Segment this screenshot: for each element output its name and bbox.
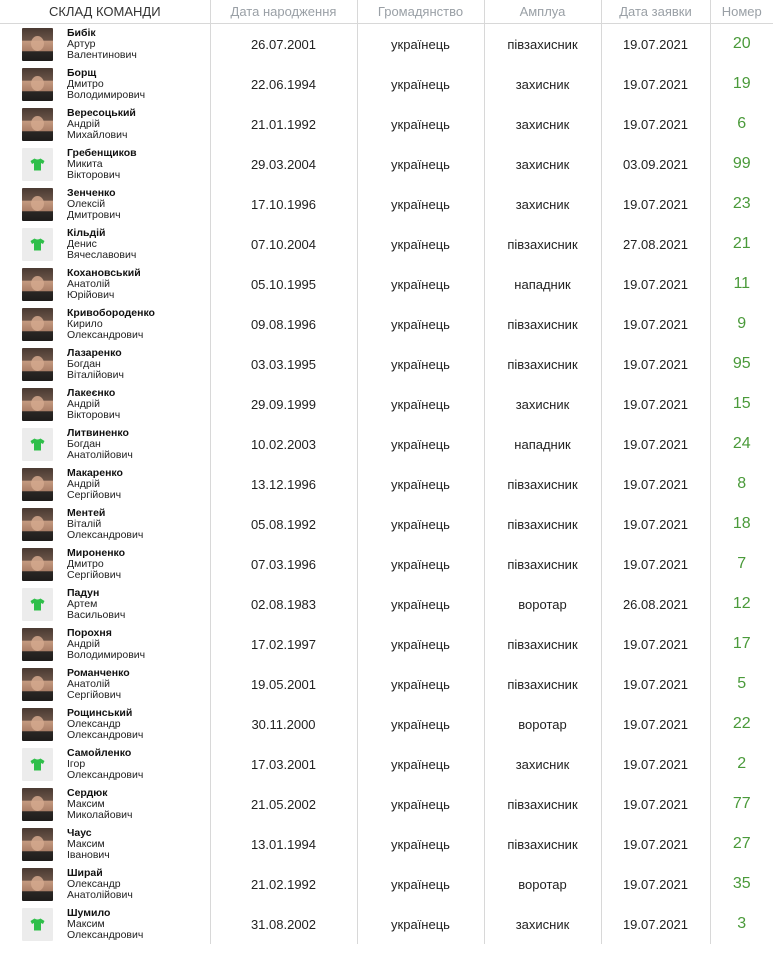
role-cell: воротар [484,704,601,744]
shirt-icon[interactable] [22,588,53,621]
birth-date-cell: 02.08.1983 [210,584,357,624]
role-cell: півзахисник [484,464,601,504]
player-cell [0,904,210,944]
birth-date-cell: 07.10.2004 [210,224,357,264]
player-photo[interactable] [22,308,53,341]
application-date-cell: 19.07.2021 [601,104,710,144]
player-photo[interactable] [22,628,53,661]
application-date-cell: 19.07.2021 [601,424,710,464]
player-patronymic: Олександрович [67,768,144,781]
citizenship-cell: українець [357,304,484,344]
player-patronymic: Вікторович [67,408,121,421]
player-first-name: Кирило [67,317,103,330]
player-cell [0,504,210,544]
player-first-name: Віталій [67,517,102,530]
player-cell [0,864,210,904]
player-cell [0,304,210,344]
player-surname[interactable]: Зенченко [67,186,116,199]
player-photo[interactable] [22,548,53,581]
player-cell [0,784,210,824]
player-cell [0,544,210,584]
player-surname[interactable]: Ментей [67,506,106,519]
citizenship-cell: українець [357,264,484,304]
birth-date-cell: 29.09.1999 [210,384,357,424]
citizenship-cell: українець [357,184,484,224]
citizenship-cell: українець [357,664,484,704]
player-cell [0,264,210,304]
application-date-cell: 19.07.2021 [601,784,710,824]
citizenship-cell: українець [357,584,484,624]
birth-date-cell: 05.10.1995 [210,264,357,304]
player-cell [0,384,210,424]
application-date-cell: 27.08.2021 [601,224,710,264]
citizenship-cell: українець [357,24,484,65]
shirt-number-cell: 27 [732,835,751,852]
role-cell: півзахисник [484,504,601,544]
application-date-cell: 19.07.2021 [601,64,710,104]
citizenship-cell: українець [357,224,484,264]
player-surname[interactable]: Кривобороденко [67,306,155,319]
player-cell [0,344,210,384]
player-first-name: Денис [67,237,97,250]
player-surname[interactable]: Кохановський [67,266,141,279]
player-photo[interactable] [22,388,53,421]
role-cell: півзахисник [484,304,601,344]
role-cell: захисник [484,144,601,184]
player-photo[interactable] [22,868,53,901]
shirt-number-cell: 24 [732,435,751,452]
citizenship-cell: українець [357,464,484,504]
table-row[interactable] [0,584,773,624]
birth-date-cell: 31.08.2002 [210,904,357,944]
shirt-number-cell: 7 [737,555,747,572]
birth-date-cell: 21.02.1992 [210,864,357,904]
player-first-name: Дмитро [67,77,104,90]
shirt-number-cell: 11 [733,275,751,292]
player-first-name: Анатолій [67,677,111,690]
role-cell: захисник [484,744,601,784]
table-body [0,24,773,945]
table-row[interactable] [0,24,773,65]
citizenship-cell: українець [357,624,484,664]
role-cell: захисник [484,64,601,104]
birth-date-cell: 30.11.2000 [210,704,357,744]
application-date-cell: 19.07.2021 [601,744,710,784]
player-surname[interactable]: Шумило [67,906,111,919]
citizenship-cell: українець [357,904,484,944]
application-date-cell: 26.08.2021 [601,584,710,624]
role-cell: півзахисник [484,344,601,384]
shirt-number-cell: 21 [732,235,751,252]
player-photo[interactable] [22,828,53,861]
table-row[interactable] [0,704,773,744]
birth-date-cell: 21.05.2002 [210,784,357,824]
shirt-icon[interactable] [22,748,53,781]
player-patronymic: Сергійович [67,568,122,581]
player-first-name: Дмитро [67,557,104,570]
application-date-cell: 03.09.2021 [601,144,710,184]
citizenship-cell: українець [357,544,484,584]
player-patronymic: Олександрович [67,328,144,341]
application-date-cell: 19.07.2021 [601,704,710,744]
player-patronymic: Анатолійович [67,448,133,461]
player-first-name: Богдан [67,357,101,370]
role-cell: воротар [484,584,601,624]
shirt-number-cell: 3 [737,915,747,932]
player-patronymic: Володимирович [67,648,146,661]
player-first-name: Анатолій [67,277,111,290]
table-row[interactable] [0,544,773,584]
role-cell: захисник [484,904,601,944]
player-cell [0,624,210,664]
player-first-name: Артем [67,597,98,610]
shirt-number-cell: 8 [737,475,747,492]
role-cell: захисник [484,384,601,424]
citizenship-cell: українець [357,64,484,104]
player-first-name: Максим [67,917,105,930]
player-first-name: Богдан [67,437,101,450]
table-row[interactable] [0,784,773,824]
table-row[interactable] [0,664,773,704]
player-surname[interactable]: Ширай [67,866,103,879]
shirt-number-cell: 23 [732,195,751,212]
table-row[interactable] [0,904,773,944]
player-first-name: Микита [67,157,103,170]
role-cell: захисник [484,184,601,224]
application-date-cell: 19.07.2021 [601,904,710,944]
player-surname[interactable]: Лакеєнко [67,386,116,399]
player-surname[interactable]: Макаренко [67,466,123,479]
player-surname[interactable]: Сердюк [67,786,108,799]
shirt-number-cell: 22 [732,715,751,732]
player-surname[interactable]: Вересоцький [67,106,136,119]
table-row[interactable] [0,864,773,904]
header-citizenship[interactable]: Громадянство [357,0,484,24]
player-first-name: Максим [67,797,105,810]
player-patronymic: Анатолійович [67,888,133,901]
player-photo[interactable] [22,188,53,221]
header-number[interactable]: Номер [710,0,773,24]
birth-date-cell: 10.02.2003 [210,424,357,464]
player-first-name: Андрій [67,397,100,410]
birth-date-cell: 17.10.1996 [210,184,357,224]
shirt-icon[interactable] [22,228,53,261]
shirt-number-cell: 95 [732,355,751,372]
table-header [0,0,773,24]
player-first-name: Олександр [67,877,121,890]
player-surname[interactable]: Бибік [67,26,96,39]
player-photo[interactable] [22,508,53,541]
table-row[interactable] [0,464,773,504]
player-cell [0,584,210,624]
table-row[interactable] [0,824,773,864]
shirt-number-cell: 9 [737,315,747,332]
shirt-number-cell: 18 [732,515,751,532]
birth-date-cell: 21.01.1992 [210,104,357,144]
player-photo[interactable] [22,788,53,821]
role-cell: півзахисник [484,224,601,264]
player-cell [0,744,210,784]
birth-date-cell: 17.03.2001 [210,744,357,784]
shirt-number-cell: 12 [732,595,751,612]
role-cell: воротар [484,864,601,904]
player-patronymic: Михайлович [67,128,128,141]
player-cell [0,424,210,464]
player-patronymic: Сергійович [67,488,122,501]
player-surname[interactable]: Чаус [67,826,92,839]
player-photo[interactable] [22,668,53,701]
role-cell: півзахисник [484,544,601,584]
shirt-icon[interactable] [22,148,53,181]
player-first-name: Андрій [67,477,100,490]
player-cell [0,144,210,184]
citizenship-cell: українець [357,824,484,864]
player-surname[interactable]: Самойленко [67,746,132,759]
table-row[interactable] [0,264,773,304]
player-first-name: Максим [67,837,105,850]
player-first-name: Андрій [67,117,100,130]
shirt-icon[interactable] [22,908,53,941]
player-patronymic: Валентинович [67,48,137,61]
citizenship-cell: українець [357,424,484,464]
player-patronymic: Дмитрович [67,208,121,221]
player-photo[interactable] [22,348,53,381]
player-patronymic: Юрійович [67,288,115,301]
player-patronymic: Олександрович [67,728,144,741]
shirt-number-cell: 20 [732,35,751,52]
shirt-number-cell: 19 [732,75,751,92]
birth-date-cell: 09.08.1996 [210,304,357,344]
table-row[interactable] [0,624,773,664]
application-date-cell: 19.07.2021 [601,624,710,664]
role-cell: півзахисник [484,784,601,824]
player-photo[interactable] [22,708,53,741]
player-patronymic: Сергійович [67,688,122,701]
birth-date-cell: 05.08.1992 [210,504,357,544]
table-row[interactable] [0,104,773,144]
player-patronymic: Олександрович [67,528,144,541]
player-patronymic: Володимирович [67,88,146,101]
role-cell: півзахисник [484,824,601,864]
player-photo[interactable] [22,28,53,61]
birth-date-cell: 17.02.1997 [210,624,357,664]
table-row[interactable] [0,64,773,104]
player-patronymic: Вячеславович [67,248,137,261]
birth-date-cell: 03.03.1995 [210,344,357,384]
player-surname[interactable]: Падун [67,586,100,599]
header-role[interactable]: Амплуа [484,0,601,24]
role-cell: нападник [484,264,601,304]
player-photo[interactable] [22,108,53,141]
player-surname[interactable]: Порохня [67,626,112,639]
player-patronymic: Вікторович [67,168,121,181]
table-row[interactable] [0,384,773,424]
shirt-number-cell: 15 [732,395,751,412]
application-date-cell: 19.07.2021 [601,184,710,224]
player-first-name: Олександр [67,717,121,730]
application-date-cell: 19.07.2021 [601,664,710,704]
citizenship-cell: українець [357,744,484,784]
player-cell [0,224,210,264]
player-photo[interactable] [22,468,53,501]
player-cell [0,184,210,224]
birth-date-cell: 26.07.2001 [210,24,357,65]
player-surname[interactable]: Романченко [67,666,130,679]
player-first-name: Артур [67,37,96,50]
role-cell: півзахисник [484,664,601,704]
player-patronymic: Олександрович [67,928,144,941]
player-cell [0,824,210,864]
citizenship-cell: українець [357,144,484,184]
shirt-icon[interactable] [22,428,53,461]
citizenship-cell: українець [357,784,484,824]
player-cell [0,704,210,744]
birth-date-cell: 07.03.1996 [210,544,357,584]
table-row[interactable] [0,224,773,264]
player-surname[interactable]: Литвиненко [67,426,129,439]
application-date-cell: 19.07.2021 [601,344,710,384]
player-cell [0,664,210,704]
shirt-number-cell: 77 [732,795,751,812]
citizenship-cell: українець [357,344,484,384]
header-squad[interactable]: СКЛАД КОМАНДИ [0,0,210,24]
player-first-name: Олексій [67,197,106,210]
shirt-number-cell: 35 [732,875,751,892]
player-cell [0,104,210,144]
player-cell [0,464,210,504]
header-birth-date[interactable]: Дата народження [210,0,357,24]
citizenship-cell: українець [357,104,484,144]
shirt-number-cell: 6 [737,115,747,132]
table-row[interactable] [0,424,773,464]
birth-date-cell: 22.06.1994 [210,64,357,104]
birth-date-cell: 13.12.1996 [210,464,357,504]
player-photo[interactable] [22,68,53,101]
player-patronymic: Миколайович [67,808,133,821]
citizenship-cell: українець [357,504,484,544]
citizenship-cell: українець [357,384,484,424]
table-row[interactable] [0,504,773,544]
application-date-cell: 19.07.2021 [601,864,710,904]
player-first-name: Андрій [67,637,100,650]
player-cell [0,24,210,65]
table-row[interactable] [0,344,773,384]
citizenship-cell: українець [357,704,484,744]
application-date-cell: 19.07.2021 [601,304,710,344]
player-surname[interactable]: Рощинський [67,706,133,719]
shirt-number-cell: 2 [737,755,747,772]
role-cell: нападник [484,424,601,464]
role-cell: півзахисник [484,24,601,65]
shirt-number-cell: 99 [732,155,751,172]
application-date-cell: 19.07.2021 [601,464,710,504]
player-surname[interactable]: Борщ [67,66,97,79]
application-date-cell: 19.07.2021 [601,264,710,304]
application-date-cell: 19.07.2021 [601,544,710,584]
shirt-number-cell: 5 [737,675,747,692]
player-surname[interactable]: Гребенщиков [67,146,137,159]
shirt-number-cell: 17 [732,635,751,652]
citizenship-cell: українець [357,864,484,904]
player-surname[interactable]: Лазаренко [67,346,122,359]
player-first-name: Ігор [67,757,86,770]
player-cell [0,64,210,104]
player-patronymic: Віталійович [67,368,124,381]
table-row[interactable] [0,184,773,224]
application-date-cell: 19.07.2021 [601,24,710,65]
birth-date-cell: 29.03.2004 [210,144,357,184]
role-cell: захисник [484,104,601,144]
player-surname[interactable]: Кільдій [67,226,106,239]
table-row[interactable] [0,744,773,784]
player-patronymic: Васильович [67,608,126,621]
role-cell: півзахисник [484,624,601,664]
player-photo[interactable] [22,268,53,301]
birth-date-cell: 19.05.2001 [210,664,357,704]
header-application-date[interactable]: Дата заявки [601,0,710,24]
player-surname[interactable]: Мироненко [67,546,126,559]
application-date-cell: 19.07.2021 [601,504,710,544]
table-row[interactable] [0,304,773,344]
birth-date-cell: 13.01.1994 [210,824,357,864]
application-date-cell: 19.07.2021 [601,824,710,864]
player-patronymic: Іванович [67,848,110,861]
application-date-cell: 19.07.2021 [601,384,710,424]
table-row[interactable] [0,144,773,184]
